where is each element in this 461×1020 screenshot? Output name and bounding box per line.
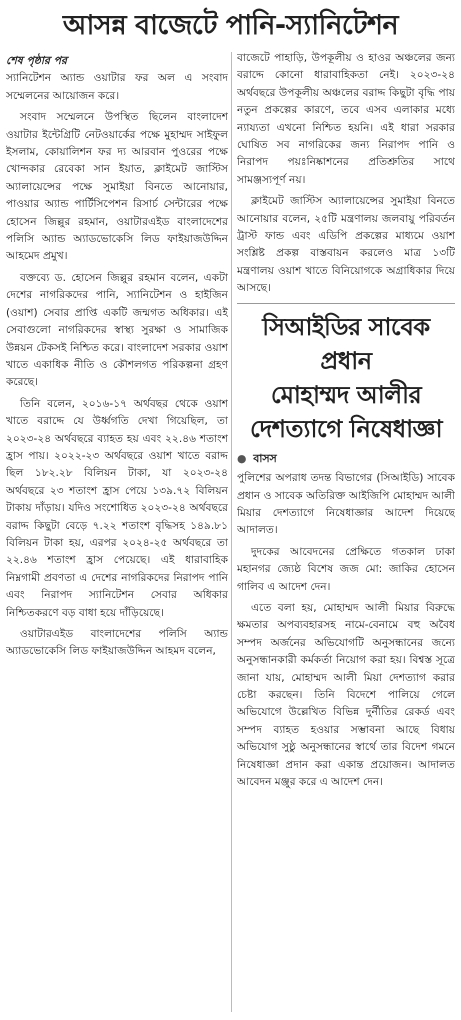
article-paragraph: পুলিশের অপরাধ তদন্ত বিভাগের (সিআইডি) সাবেক প্রধান ও সাবেক অতিরিক্ত আইজিপি মোহাম্মদ আলী মিয়ার দেশত্যাগে নিষেধাজ্ঞার আদেশ দিয়েছে আদালত। (237, 472, 455, 537)
continued-from-label: শেষ পৃষ্ঠার পর (6, 54, 67, 67)
byline-source: বাসস (253, 451, 277, 465)
right-column (237, 50, 455, 1018)
bullet-icon: ● (237, 451, 247, 465)
article-paragraph: তিনি বলেন, ২০১৬-১৭ অর্থবছর থেকে ওয়াশ খাতে বরাদ্দে যে উর্ধ্বগতি দেখা গিয়েছিল, তা ২০২৩-২৪ অর্থবছরে ব্যাহত হয় এবং ২২.৪৬ শতাংশ হ্রাস পায়। ২০২২-২৩ অর্থবছরে ওয়াশ খাতে বরাদ্দ ছিল ১৮২.২৮ বিলিয়ন টাকা, যা ২০২৩-২৪ অর্থবছরে ২৩ শতাংশ হ্রাস পেয়ে ১৩৯.৭২ বিলিয়ন টাকায় দাঁড়ায়। যদিও সংশোধিত ২০২৩-২৪ অর্থবছরে বরাদ্দ কিছুটা বেড়ে ৭.২২ শতাংশ বৃদ্ধিসহ ১৪৯.৮১ বিলিয়ন টাকা হয়, এরপর ২০২৪-২৫ অর্থবছরে তা ২২.৪৬ শতাংশ হ্রাস পেয়েছে। এই ধারাবাহিক নিম্নগামী প্রবণতা এ দেশের নাগরিকদের নিরাপদ পানি এবং নিরাপদ স্যানিটেশন সেবার অধিকার নিশ্চিতকরণে বড় বাধা হয়ে দাঁড়িয়েছে। (6, 397, 228, 619)
article-paragraph: ওয়াটারএইড বাংলাদেশের পলিসি অ্যান্ড অ্যাডভোকেসি লিড ফাইয়াজউদ্দিন আহমদ বলেন, (6, 628, 228, 658)
article-separator (237, 303, 455, 304)
main-headline: আসন্ন বাজেটে পানি-স্যানিটেশন (62, 10, 399, 41)
article-paragraph: বাজেটে পাহাড়ি, উপকূলীয় ও হাওর অঞ্চলের জন্য বরাদ্দে কোনো ধারাবাহিকতা নেই। ২০২৩-২৪ অর্থবছরে উপকূলীয় অঞ্চলের বরাদ্দ কিছুটা বৃদ্ধি পায় নতুন প্রকল্পের কারণে, তবে এসব এলাকার মধ্যে ন্যায্যতা এখনো নিশ্চিত হয়নি। এই ধারা সরকার ঘোষিত সব নাগরিকের জন্য নিরাপদ পানি ও নিরাপদ পয়ঃনিষ্কাশনের প্রতিশ্রুতির সাথে সামঞ্জস্যপূর্ণ নয়। (237, 52, 455, 186)
byline (237, 450, 455, 467)
article-paragraph: সংবাদ সম্মেলনে উপস্থিত ছিলেন বাংলাদেশ ওয়াটার ইন্টেগ্রিটি নেটওয়ার্কের পক্ষে মুহাম্মদ সাইফুল ইসলাম, কোয়ালিশন ফর দ্য আরবান পুওরের পক্ষে খোন্দকার রেবেকা সান ইয়াত, ক্লাইমেট জাস্টিস অ্যালায়েন্সের পক্ষে সুমাইয়া বিনতে আনোয়ার, পাওয়ার অ্যান্ড পার্টিসিপেশন রিসার্চ সেন্টারের পক্ষে হোসেন জিল্লুর রহমান, ওয়াটারএইড বাংলাদেশের পলিসি অ্যান্ড অ্যাডভোকেসি লিড ফাইয়াজউদ্দিন আহমেদ প্রমুখ। (6, 111, 228, 263)
article-paragraph: এতে বলা হয়, মোহাম্মদ আলী মিয়ার বিরুদ্ধে ক্ষমতার অপব্যবহারসহ নামে-বেনামে বহু অবৈধ সম্পদ অর্জনের অভিযোগটি অনুসন্ধানের জন্যে অনুসন্ধানকারী কর্মকর্তা নিয়োগ করা হয়। বিশ্বস্ত সূত্রে জানা যায়, মোহাম্মদ আলী মিয়া দেশত্যাগ করার চেষ্টা করছেন। তিনি বিদেশে পালিয়ে গেলে অভিযোগে উল্লেখিত বিভিন্ন দুর্নীতির রেকর্ড এবং সম্পদ ব্যাহত হওয়ার সম্ভাবনা আছে বিধায় অভিযোগ সুষ্ঠু অনুসন্ধানের স্বার্থে তার বিদেশ গমনে নিষেধাজ্ঞা প্রদান করা একান্ত প্রয়োজন। আদালত আবেদন মঞ্জুর করে এ আদেশ দেন। (237, 601, 455, 788)
article-paragraph: ক্লাইমেট জাস্টিস অ্যালায়েন্সের সুমাইয়া বিনতে আনোয়ার বলেন, ২৫টি মন্ত্রণালয় জলবায়ু পরিবর্তন ট্রাস্ট ফান্ড এবং এডিপি প্রকল্পের মাধ্যমে ওয়াশ সংশ্লিষ্ট প্রকল্প বাস্তবায়ন করলেও মাত্র ১৩টি মন্ত্রণালয় ওয়াশ খাতে বিনিয়োগকে অগ্রাধিকার দিয়ে আসছে। (237, 195, 455, 295)
headline-line: সিআইডির সাবেক প্রধান (262, 312, 430, 375)
second-article-headline (237, 310, 455, 446)
column-divider (231, 52, 232, 1012)
article-paragraph: বক্তব্যে ড. হোসেন জিল্লুর রহমান বলেন, একটা দেশের নাগরিকদের পানি, স্যানিটেশন ও হাইজিন (ওয়াশ) সেবার প্রাপ্তি একটি জন্মগত অধিকার। এই সেবাগুলো নাগরিকদের স্বাস্থ্য সুরক্ষা ও সামাজিক উন্নয়ন টেকসই নিশ্চিত করে। বাংলাদেশ সরকার ওয়াশ খাতে একাধিক নীতি ও কৌশলগত পরিকল্পনা গ্রহণ করেছে। (6, 271, 228, 389)
headline-line: মোহাম্মদ আলীর (270, 380, 422, 409)
article-paragraph: দুদকের আবেদনের প্রেক্ষিতে গতকাল ঢাকা মহানগর জ্যেষ্ঠ বিশেষ জজ মো: জাকির হোসেন গালিব এ আদেশ দেন। (237, 545, 455, 593)
article-paragraph: স্যানিটেশন অ্যান্ড ওয়াটার ফর অল এ সংবাদ সম্মেলনের আয়োজন করে। (6, 72, 228, 102)
headline-line: দেশত্যাগে নিষেধাজ্ঞা (249, 414, 443, 443)
left-column (6, 52, 228, 1014)
